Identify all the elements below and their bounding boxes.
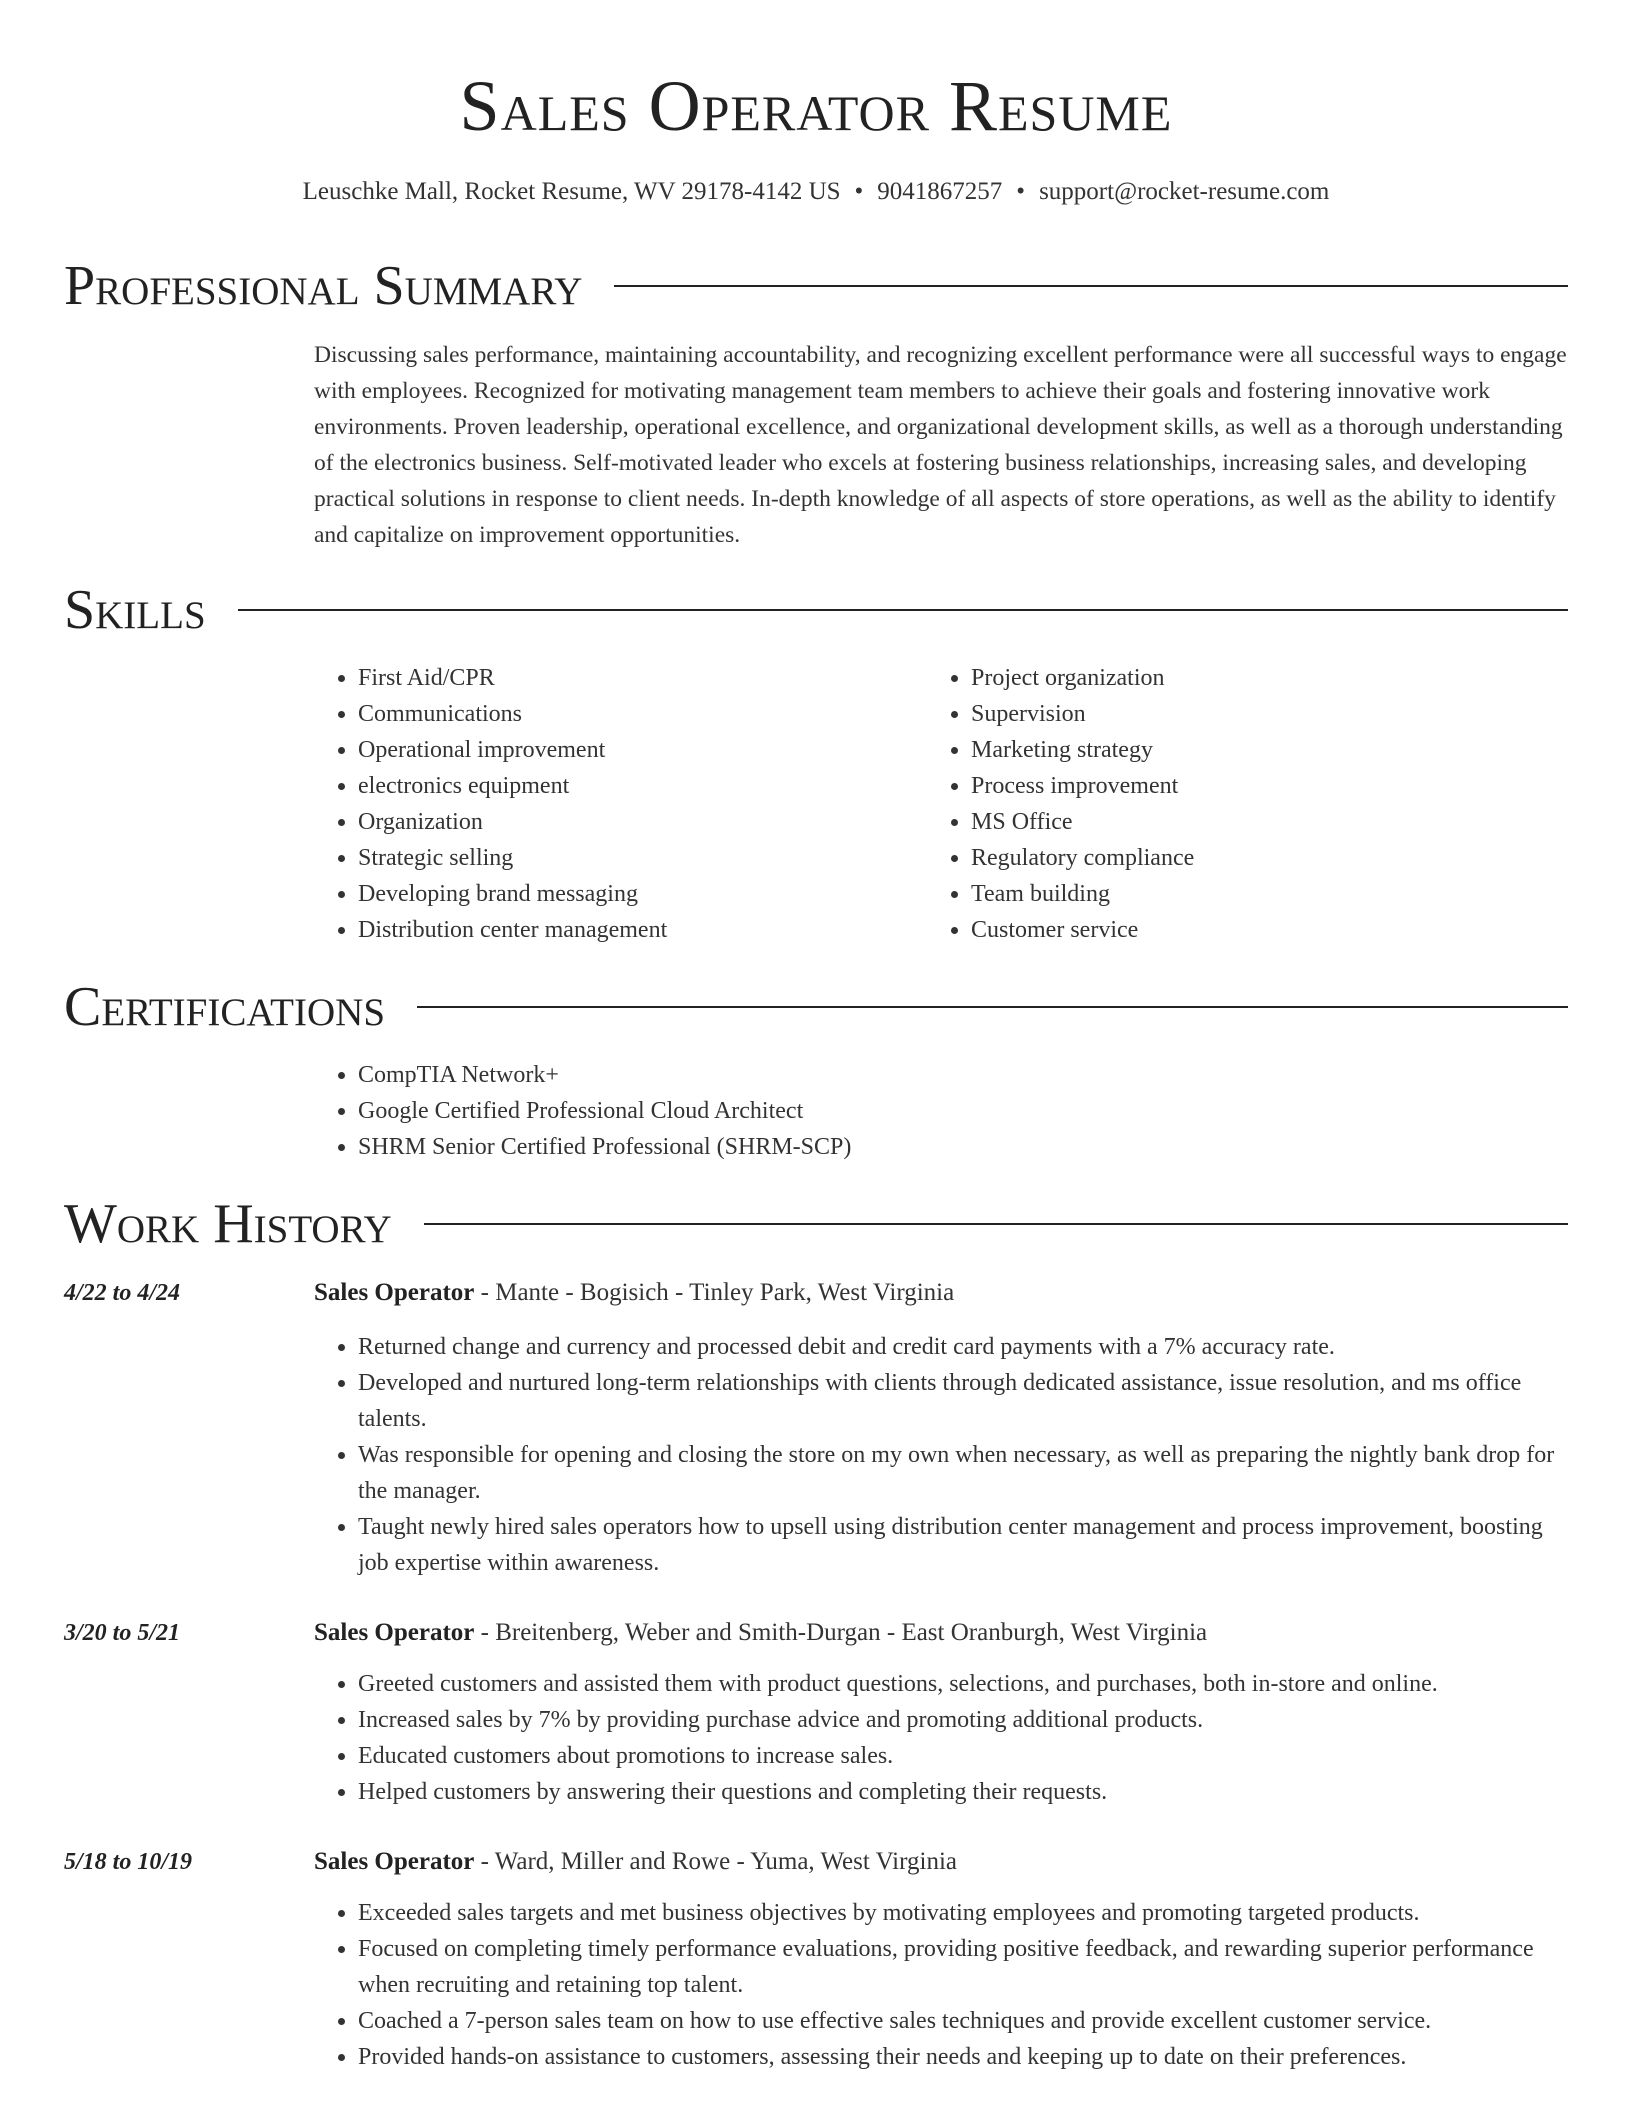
summary-heading: Professional Summary (64, 255, 583, 317)
section-divider (238, 609, 1568, 611)
job-duty-item: • Developed and nurtured long-term relationships with clients through dedicated assistance, issue resolution, and ms office talents. (358, 1365, 1570, 1437)
skills-section-header (64, 580, 1568, 640)
job-duty-item: • Returned change and currency and processed debit and credit card payments with a 7% accuracy rate. (358, 1329, 1570, 1365)
job-heading (314, 1615, 1568, 1651)
job-duties (314, 1329, 1570, 1581)
contact-email: support@rocket-resume.com (1039, 178, 1330, 205)
summary-text: Discussing sales performance, maintaining accountability, and recognizing excellent performance were all successful ways to engage with employees. Recognized for motivating management team members to achieve their goals and fostering innovative work environments. Proven leadership, operational excellence, and organizational development skills, as well as a thorough understanding of the electronics business. Self-motivated leader who excels at fostering business relationships, increasing sales, and developing practical solutions in response to client needs. In-depth knowledge of all aspects of store operations, as well as the ability to identify and capitalize on improvement opportunities. (314, 342, 1567, 548)
work-history-section-header (64, 1194, 1568, 1254)
skill-item: • Organization (358, 804, 874, 840)
skill-item: • Regulatory compliance (971, 840, 1487, 876)
job-title: Sales Operator (314, 1619, 475, 1646)
section-divider (417, 1006, 1568, 1008)
certifications-list (314, 1057, 1570, 1165)
skill-item: • Project organization (971, 660, 1487, 696)
contact-phone: 9041867257 (877, 178, 1003, 205)
skill-item: • Strategic selling (358, 840, 874, 876)
skills-column-right (927, 660, 1487, 948)
job-dates: 4/22 to 4/24 (64, 1280, 181, 1306)
skill-item: • Team building (971, 876, 1487, 912)
skill-item: • Customer service (971, 912, 1487, 948)
job-duty-item: • Educated customers about promotions to increase sales. (358, 1738, 1570, 1774)
certifications-block (314, 1057, 1570, 1165)
job-duties-list (314, 1329, 1570, 1581)
skills-column-left (314, 660, 874, 948)
job-heading (314, 1275, 1568, 1311)
skill-item: • First Aid/CPR (358, 660, 874, 696)
job-employer-location: - Mante - Bogisich - Tinley Park, West Virginia (474, 1279, 955, 1306)
skill-item: • Distribution center management (358, 912, 874, 948)
job-title: Sales Operator (314, 1279, 475, 1306)
work-history-heading: Work History (64, 1193, 392, 1255)
job-duty-item: • Was responsible for opening and closing the store on my own when necessary, as well as preparing the nightly bank drop for the manager. (358, 1437, 1570, 1509)
contact-address: Leuschke Mall, Rocket Resume, WV 29178-4142 US (302, 178, 841, 205)
job-dates: 3/20 to 5/21 (64, 1620, 181, 1646)
certifications-heading: Certifications (64, 976, 386, 1038)
skill-item: • Communications (358, 696, 874, 732)
contact-separator: • (854, 178, 864, 205)
job-duty-item: • Taught newly hired sales operators how to upsell using distribution center management and process improvement, boosting job expertise within awareness. (358, 1509, 1570, 1581)
job-title: Sales Operator (314, 1848, 475, 1875)
job-duties-list (314, 1666, 1570, 1810)
certification-item: • Google Certified Professional Cloud Architect (358, 1093, 1570, 1129)
job-heading (314, 1844, 1568, 1880)
skill-item: • Marketing strategy (971, 732, 1487, 768)
job-duties (314, 1666, 1570, 1810)
summary-section-header (64, 256, 1568, 316)
skill-item: • electronics equipment (358, 768, 874, 804)
contact-separator: • (1016, 178, 1026, 205)
certification-item: • SHRM Senior Certified Professional (SHRM-SCP) (358, 1129, 1570, 1165)
skills-heading: Skills (64, 579, 206, 641)
job-duty-item: • Increased sales by 7% by providing purchase advice and promoting additional products. (358, 1702, 1570, 1738)
contact-line (0, 176, 1632, 208)
skill-item: • Developing brand messaging (358, 876, 874, 912)
job-dates: 5/18 to 10/19 (64, 1849, 193, 1875)
job-duty-item: • Exceeded sales targets and met business objectives by motivating employees and promoting targeted products. (358, 1895, 1570, 1931)
job-duty-item: • Provided hands-on assistance to customers, assessing their needs and keeping up to date on their preferences. (358, 2039, 1570, 2075)
section-divider (424, 1223, 1568, 1225)
skills-list-left (314, 660, 874, 948)
job-employer-location: - Ward, Miller and Rowe - Yuma, West Virginia (474, 1848, 957, 1875)
resume-title: Sales Operator Resume (459, 66, 1173, 146)
skill-item: • Supervision (971, 696, 1487, 732)
skill-item: • Operational improvement (358, 732, 874, 768)
skill-item: • Process improvement (971, 768, 1487, 804)
job-duty-item: • Coached a 7-person sales team on how to use effective sales techniques and provide excellent customer service. (358, 2003, 1570, 2039)
job-duties-list (314, 1895, 1570, 2075)
certification-item: • CompTIA Network+ (358, 1057, 1570, 1093)
section-divider (614, 285, 1568, 287)
skill-item: • MS Office (971, 804, 1487, 840)
job-employer-location: - Breitenberg, Weber and Smith-Durgan - East Oranburgh, West Virginia (474, 1619, 1208, 1646)
job-duties (314, 1895, 1570, 2075)
skills-list-right (927, 660, 1487, 948)
certifications-section-header (64, 977, 1568, 1037)
job-duty-item: • Focused on completing timely performance evaluations, providing positive feedback, and rewarding superior performance when recruiting and retaining top talent. (358, 1931, 1570, 2003)
job-duty-item: • Helped customers by answering their questions and completing their requests. (358, 1774, 1570, 1810)
job-duty-item: • Greeted customers and assisted them with product questions, selections, and purchases, both in-store and online. (358, 1666, 1570, 1702)
